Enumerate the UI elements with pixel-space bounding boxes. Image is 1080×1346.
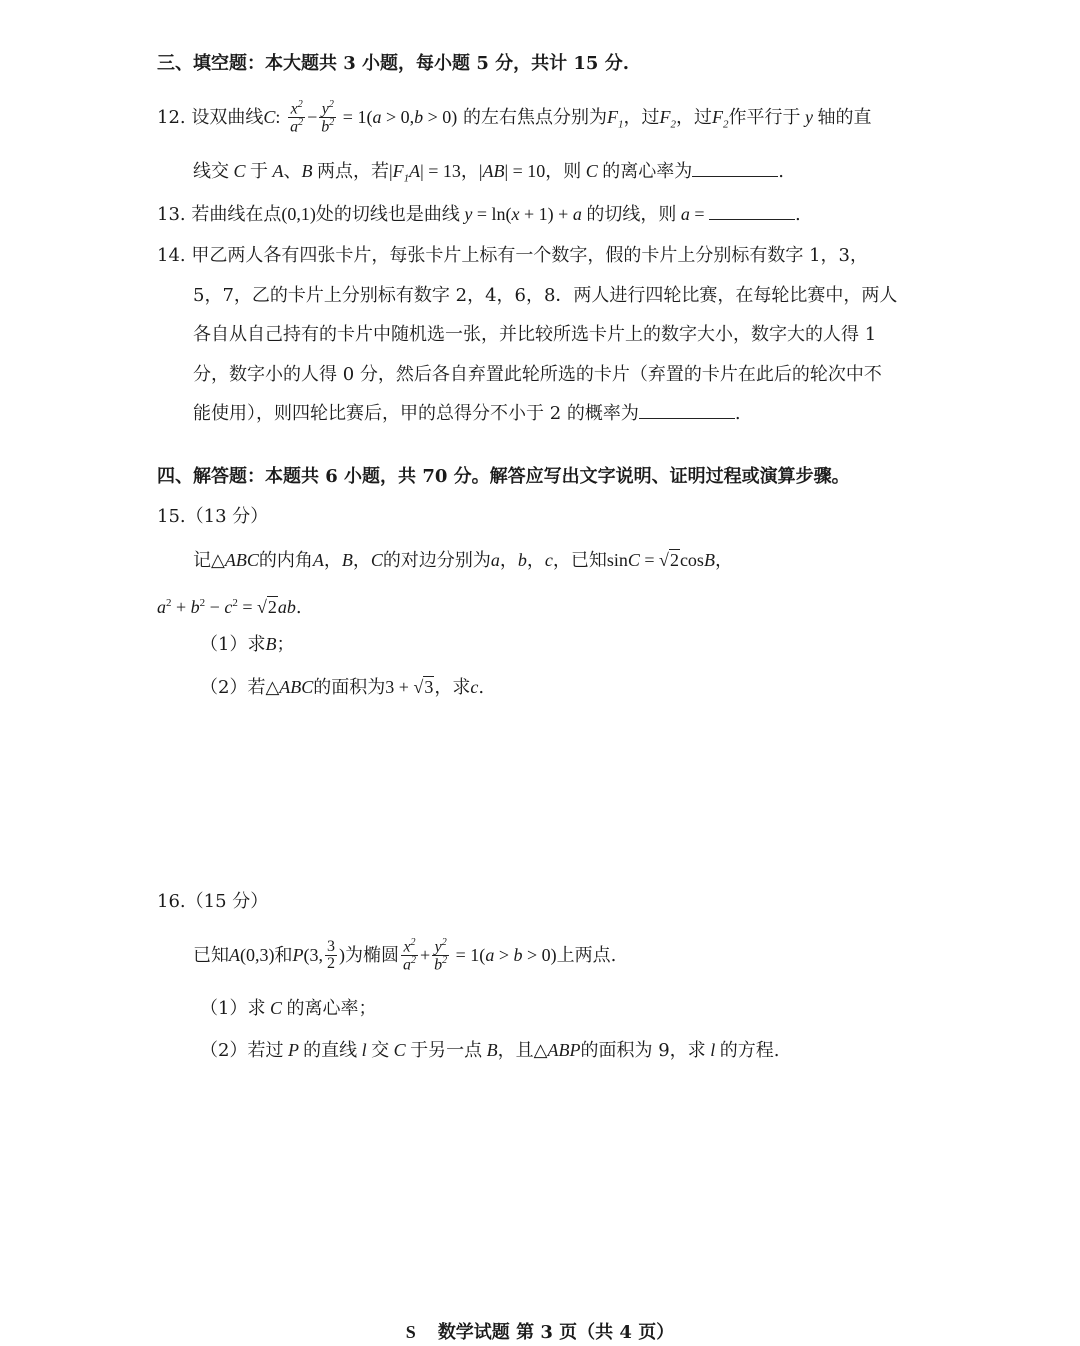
- question-16-text: 交: [371, 1040, 390, 1061]
- question-16-text: 上两点.: [556, 944, 617, 966]
- question-15-header: 15.（13 分）: [157, 506, 269, 527]
- question-16-text: 为椭圆: [345, 944, 399, 966]
- question-12-line-1: 12. 设双曲线C: $\frac{x^2}{a^2}$ − $\frac{y^2}{b^2}$ = 1(a > 0,b > 0) 的左右焦点分别为$F_1$，过$F_2$，过$F_2$作平行于 y 轴的直: [157, 99, 872, 136]
- question-15-text: .: [478, 677, 485, 698]
- question-15-text: ，: [526, 550, 545, 571]
- question-16-header: 16.（15 分）: [157, 891, 269, 912]
- question-12-text: 、: [283, 161, 302, 182]
- question-16-part-2: （2）若过 P 的直线 l 交 C 于另一点 B，且△ABP的面积为 9，求 l 的方程.: [200, 1040, 780, 1061]
- question-12-text: ，过: [676, 106, 712, 128]
- question-15-text: ，: [323, 550, 342, 571]
- question-15-text: （2）若△: [200, 677, 280, 698]
- question-15-line-2: $a^2 + b^2 - c^2 = √2ab$.: [157, 597, 302, 618]
- page-footer: [0, 1318, 1080, 1344]
- fraction-y2-b2: $\frac{y^2}{b^2}$: [321, 99, 335, 136]
- question-12-text: ，: [460, 161, 479, 182]
- question-16-text: （1）求: [200, 998, 266, 1019]
- question-15-text: ，: [714, 550, 733, 571]
- question-14-line-2: 5，7，乙的卡片上分别标有数字 2，4，6，8．两人进行四轮比赛，在每轮比赛中，两人: [193, 285, 898, 306]
- question-16-text: 已知: [193, 944, 229, 966]
- question-12-text: 线交: [193, 161, 229, 182]
- question-15-text: （1）求: [200, 634, 266, 655]
- question-15-text: ，求: [434, 677, 471, 698]
- question-14-number: 14.: [157, 245, 186, 266]
- question-16-part-1: （1）求 C 的离心率；: [200, 998, 377, 1019]
- focus-f2: $F_2$: [659, 106, 676, 131]
- footer-page-info: 数学试题 第 3 页（共 4 页）: [437, 1322, 675, 1343]
- question-16-text: 的面积为 9，求: [580, 1040, 706, 1061]
- question-15-line-1: 记△ABC的内角A，B，C的对边分别为a，b，c，已知sinC = √2cosB，: [193, 550, 733, 571]
- question-16-text: （2）若过: [200, 1040, 284, 1061]
- hyperbola-name: C: [263, 106, 276, 127]
- question-14-line-4: 分，数字小的人得 0 分，然后各自弃置此轮所选的卡片（弃置的卡片在此后的轮次中不: [193, 364, 882, 385]
- footer-series: S: [405, 1322, 416, 1342]
- question-15-text: ，: [352, 550, 371, 571]
- answer-blank-13[interactable]: [709, 201, 795, 220]
- question-12-text: 的左右焦点分别为: [463, 106, 607, 128]
- question-15-text: 的面积为: [313, 677, 386, 698]
- question-15-part-2: （2）若△ABC的面积为3 + √3，求c.: [200, 677, 485, 698]
- question-12-number: 12.: [157, 106, 186, 128]
- question-12-text: ，过: [623, 106, 660, 128]
- answer-blank-14[interactable]: [639, 400, 735, 419]
- question-13-text: .: [794, 204, 801, 225]
- section-3-heading: 三、填空题：本大题共 3 小题，每小题 5 分，共计 15 分.: [157, 53, 629, 74]
- question-13-text: 处的切线也是曲线: [315, 204, 460, 225]
- fraction-x2-a2: $\frac{x^2}{a^2}$: [290, 99, 304, 136]
- question-12-text: 作平行于: [728, 106, 801, 128]
- question-12-line-2: 线交 C 于 A、B 两点，若$|F_1A| = 13$，|AB| = 10，则 C 的离心率为 .: [193, 157, 784, 193]
- question-14-line-5: [193, 400, 741, 428]
- question-16-text: 于另一点: [410, 1040, 483, 1061]
- section-4-heading: 四、解答题：本题共 6 小题，共 70 分。解答应写出文字说明、证明过程或演算步骤。: [157, 466, 850, 487]
- question-12-text: 轴的直: [817, 106, 872, 128]
- sqrt-2: √2: [659, 550, 679, 570]
- question-15-part-1: （1）求B；: [200, 634, 295, 655]
- question-15-text: ，已知: [552, 550, 607, 571]
- focus-f1: $F_1$: [607, 106, 624, 131]
- question-13-text: 的切线，则: [586, 204, 677, 225]
- question-16-text: 和: [274, 944, 293, 966]
- question-15-text: .: [295, 597, 302, 618]
- question-14-text: .: [734, 403, 741, 424]
- fraction-y2-b2: $\frac{y^2}{b^2}$: [434, 937, 448, 974]
- question-13-text: 若曲线在点: [191, 204, 282, 225]
- question-16-text: 的方程.: [719, 1040, 780, 1061]
- question-12-text: 于: [250, 161, 269, 182]
- question-12-text: 的离心率为: [602, 161, 693, 182]
- question-15-text: 记△: [193, 550, 225, 571]
- question-15-text: ；: [276, 634, 295, 655]
- question-16-text: 的离心率；: [286, 998, 377, 1019]
- sqrt-3: √3: [413, 677, 434, 697]
- answer-blank-12[interactable]: [692, 158, 778, 177]
- question-12-text: 设双曲线: [191, 106, 264, 128]
- question-14-line-3: 各自从自己持有的卡片中随机选一张，并比较所选卡片上的数字大小，数字大的人得 1: [193, 324, 877, 345]
- fraction-x2-a2: $\frac{x^2}{a^2}$: [403, 937, 416, 974]
- question-16-text: ，且△: [497, 1040, 548, 1061]
- colon-symbol: :: [275, 106, 281, 127]
- question-16-text: 的直线: [303, 1040, 358, 1061]
- point-0-1: (0,1): [281, 204, 316, 224]
- question-12-text: .: [778, 161, 785, 182]
- question-15-text: ，: [499, 550, 518, 571]
- question-15-text: 的对边分别为: [382, 550, 491, 571]
- question-15-text: 的内角: [258, 550, 313, 571]
- question-12-text: ，则: [545, 161, 582, 182]
- question-13-line: 13. 若曲线在点(0,1)处的切线也是曲线 y = ln(x + 1) + a 的切线，则 a = .: [157, 200, 801, 229]
- question-13-number: 13.: [157, 204, 186, 225]
- fraction-3-2: $\frac{3}{2}$: [327, 938, 335, 973]
- question-12-text: 两点，若: [317, 161, 390, 182]
- question-14-text: 甲乙两人各有四张卡片，每张卡片上标有一个数字，假的卡片上分别标有数字 1，3，: [191, 245, 868, 266]
- question-14-line-1: [157, 242, 868, 270]
- question-14-text: 能使用），则四轮比赛后，甲的总得分不小于 2 的概率为: [193, 403, 639, 424]
- question-16-line-1: 已知A(0,3)和P(3, $\frac{3}{2}$ )为椭圆 $\frac{x^2}{a^2}$ + $\frac{y^2}{b^2}$ = 1(a > b > 0)上两点.: [193, 937, 617, 974]
